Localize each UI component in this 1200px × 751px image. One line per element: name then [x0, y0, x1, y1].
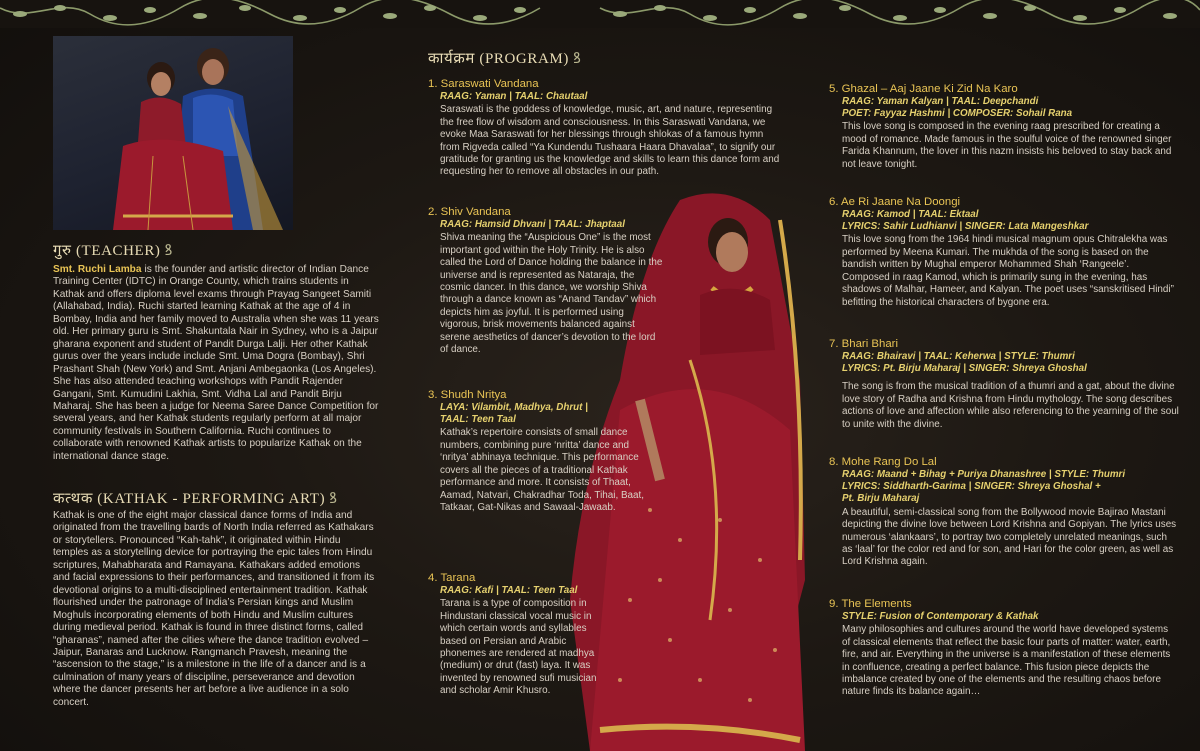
program-item-description: A beautiful, semi-classical song from the Bollywood movie Bajirao Mastani depicting the divine love between Lord Krishna and Gopiyan. The lyrics uses numerous ‘alankaars’, to portray two completely unrelated meanings, such as ‘laal’ for the color red and for son, and Hari for the color green, as well as Lord Krishna again.: [842, 506, 1177, 568]
teacher-bio: [53, 264, 383, 463]
program-item-meta: POET: Fayyaz Hashmi | COMPOSER: Sohail Rana: [842, 108, 1073, 120]
program-item-5: [829, 83, 1179, 171]
program-item-3: [428, 389, 650, 515]
program-item-meta: LAYA: Vilambit, Madhya, Dhrut |: [440, 402, 588, 413]
program-item-6: [829, 196, 1179, 309]
kathak-body-text: Kathak is one of the eight major classical dance forms of India and originated from the travelling bards of North India referred as Kathakars or storytellers. Pronounced “Kah-tahk”, it originated within Hindu temples as a storytelling device for portraying the epic tales from Hindu scriptures, Mahabharata and Ramayana. Kathakars added emotions and facial expressions to their performances, and transitioned it from its devotional origins to a multi-disciplined entertainment tradition. Kathak flourished under the patronage of India’s Persian kings and Muslim Moghuls incorporating elements of both Hindu and Muslim cultures during medieval period. Kathak is found in three distinct forms, called “gharanas”, named after the cities where the dance tradition evolved – Jaipur, Banaras and Lucknow. Rangmanch Pravesh, meaning the “ascension to the stage,” is a milestone in the life of a dancer and is a culmination of many years of discipline, perseverance and devotion where the dancer presents her art before a live audience in a solo concert.: [53, 510, 375, 708]
program-item-4: [428, 572, 600, 698]
teacher-bio-text: is the founder and artistic director of Indian Dance Training Center (IDTC) in Orange County, which trains students in Kathak and offers diploma level exams through Prayag Sangeet Samiti (Allahabad, India). Ruchi started learning Kathak at the age of 4 in Bombay, India and her family moved to Australia when she was 11 years old. Her primary guru is Smt. Shakuntala Nair in Sydney, who is a Jaipur gharana exponent and student of Pandit Durga Lalji. Her other Kathak gurus over the years include include Smt. Uma Dogra (Bombay), Shri Prashant Shah (New York) and Smt. Anjani Ambegaonka (Los Angeles). She has also attended teaching workshops with Pandit Rajender Gangani, Smt. Kumudini Lakhia, Smt. Vidha Lal and Pandit Birju Maharaj. She has been a judge for Neema Saree Dance Competition for several years, and her Kathak students regularly perform at all major community festivals in Southern California. Ruchi continues to collaborate with renowned Kathak artists to popularize Kathak on the international dance stage.: [53, 264, 379, 462]
program-item-meta: RAAG: Maand + Bihag + Puriya Dhanashree | STYLE: Thumri: [842, 469, 1126, 480]
program-item-meta: RAAG: Kafi | TAAL: Teen Taal: [440, 585, 578, 596]
program-item-meta: LYRICS: Siddharth-Garima | SINGER: Shreya Ghoshal +: [842, 481, 1101, 493]
program-item-meta: LYRICS: Sahir Ludhianvi | SINGER: Lata Mangeshkar: [842, 221, 1089, 233]
program-item-title: 9. The Elements: [829, 598, 912, 610]
program-item-description: This love song from the 1964 hindi musical magnum opus Chitralekha was performed by Meena Kumari. The mukhda of the song is based on the bandish written by Mughal emperor Mohammed Shah ‘Rangeele’. Composed in raag Kamod, which is primarily sung in the evening, has shadows of Malhar, Hameer, and Kalyan. The poet uses “sanskritised Hindi” befitting the historical characters of bygone era.: [842, 234, 1174, 308]
teacher-heading-text: गुरु (TEACHER): [53, 243, 161, 259]
program-item-title: 1. Saraswati Vandana: [428, 78, 539, 90]
flourish-icon: ꝸ: [164, 243, 174, 259]
program-item-meta: RAAG: Bhairavi | TAAL: Keherwa | STYLE: Thumri: [842, 351, 1075, 362]
program-item-meta: RAAG: Kamod | TAAL: Ektaal: [842, 209, 979, 220]
program-heading: [428, 48, 581, 68]
program-item-1: [428, 78, 780, 179]
program-item-meta: TAAL: Teen Taal: [440, 414, 516, 426]
program-item-title: 7. Bhari Bhari: [829, 338, 899, 350]
program-item-2: [428, 206, 664, 357]
program-item-meta: RAAG: Yaman | TAAL: Chautaal: [440, 91, 588, 102]
program-item-9: [829, 598, 1179, 699]
teacher-photo: [53, 36, 293, 230]
kathak-body: [53, 510, 378, 709]
kathak-heading-text: कत्थक (KATHAK - PERFORMING ART): [53, 491, 326, 507]
program-item-8: [829, 456, 1179, 569]
program-item-description: Kathak’s repertoire consists of small dance numbers, combining pure ‘nritta’ dance and ‘nritya’ abhinaya technique. This performance covers all the pieces of a traditional Kathak performance and more. It consists of Thaat, Aamad, Natvari, Chakradhar Toda, Tihai, Baat, Tatkaar, Gat-Nikas and Sawaal-Jawaab.: [440, 427, 645, 514]
program-item-description: Shiva meaning the “Auspicious One” is the most important god within the Holy Trinity. He is also called the Lord of Dance holding the balance in the universe and is represented as Nataraja, the cosmic dancer. In this dance, we worship Shiva through a dance known as “Anand Tandav” which depicts him as joyful. It is performed using vigorous, brisk movements balanced against serene aesthetics of dancer’s devotion to the lord of dance.: [440, 232, 663, 356]
program-item-meta: Pt. Birju Maharaj: [842, 493, 920, 505]
program-item-meta: RAAG: Hamsid Dhvani | TAAL: Jhaptaal: [440, 219, 625, 230]
program-item-meta: RAAG: Yaman Kalyan | TAAL: Deepchandi: [842, 96, 1039, 107]
teacher-name: Smt. Ruchi Lamba: [53, 264, 142, 275]
program-item-7: [829, 338, 1179, 431]
program-item-description: Tarana is a type of composition in Hindustani classical vocal music in which certain words and syllables based on Persian and Arabic phonemes are rendered at madhya (medium) or drut (fast) laya. It was invented by renowned sufi musician and scholar Amir Khusro.: [440, 598, 597, 697]
program-item-title: 6. Ae Ri Jaane Na Doongi: [829, 196, 961, 208]
program-item-meta: STYLE: Fusion of Contemporary & Kathak: [842, 611, 1039, 622]
flourish-icon: ꝸ: [572, 51, 582, 67]
top-floral-border: [0, 0, 1200, 28]
kathak-heading: [53, 488, 338, 508]
program-item-description: Saraswati is the goddess of knowledge, music, art, and nature, representing the free flow of wisdom and consciousness. In this Saraswati Vandana, we evoke Maa Saraswati for her blessings through shlokas of a famous hymn from Rigveda called “Ya Kundendu Tushaara Haara Dhavalaa”, to signify our gratitude for granting us the knowledge and skills to learn this dance form and requesting her to remove all obstacles in our path.: [440, 104, 780, 178]
program-heading-text: कार्यक्रम (PROGRAM): [428, 51, 569, 67]
program-item-title: 5. Ghazal – Aaj Jaane Ki Zid Na Karo: [829, 83, 1018, 95]
program-item-title: 3. Shudh Nritya: [428, 389, 507, 401]
program-item-description: Many philosophies and cultures around the world have developed systems of classical elements that reflect the basic four parts of matter: water, earth, fire, and air. Everything in the universe is a manifestation of these elements in confluence, creating a perfect balance. This fusion piece depicts the imbalance created by one of the elements and the resulting chaos before nature finds its balance again…: [842, 624, 1171, 698]
teacher-heading: [53, 240, 173, 260]
program-item-meta: LYRICS: Pt. Birju Maharaj | SINGER: Shreya Ghoshal: [842, 363, 1087, 375]
program-item-description: This love song is composed in the evening raag prescribed for creating a mood of romance. Made famous in the soulful voice of the renowned singer Farida Khannum, the lover in this nazm insists his beloved to stay back and not leave tonight.: [842, 121, 1172, 170]
program-item-description: The song is from the musical tradition of a thumri and a gat, about the divine love story of Radha and Krishna from Hindu mythology. The song describes actions of love and affection while also referencing to the yearning of the soul to unite with the divine.: [842, 381, 1179, 430]
flourish-icon: ꝸ: [329, 491, 338, 507]
program-item-title: 4. Tarana: [428, 572, 476, 584]
program-item-title: 8. Mohe Rang Do Lal: [829, 456, 937, 468]
program-item-title: 2. Shiv Vandana: [428, 206, 511, 218]
